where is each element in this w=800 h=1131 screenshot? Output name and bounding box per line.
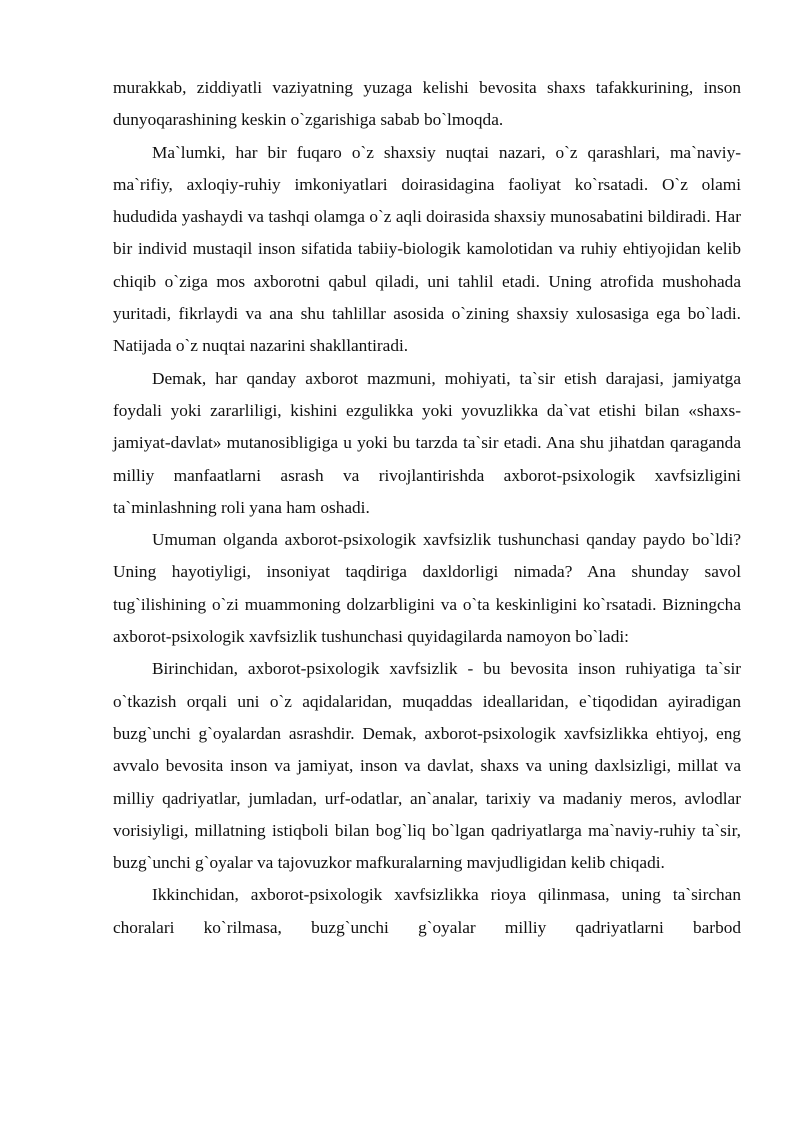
document-page — [113, 72, 741, 944]
paragraph-continuation: murakkab, ziddiyatli vaziyatning yuzaga kelishi bevosita shaxs tafakkurining, inson dunyoqarashining keskin o`zgarishiga sabab bo`lmoqda. — [113, 78, 741, 130]
paragraph-demak: Demak, har qanday axborot mazmuni, mohiyati, ta`sir etish darajasi, jamiyatga foydali yoki zararliligi, kishini ezgulikka yoki yovuzlikka da`vat etishi bilan «shaxs-jamiyat-davlat» mutanosibligiga u yoki bu tarzda ta`sir etadi. Ana shu jihatdan qaraganda milliy manfaatlarni asrash va rivojlantirishda axborot-psixologik xavfsizligini ta`minlashning roli yana ham oshadi. — [113, 368, 741, 517]
paragraph-umuman: Umuman olganda axborot-psixologik xavfsizlik tushunchasi qanday paydo bo`ldi? Uning hayotiyligi, insoniyat taqdiriga daxldorligi nimada? Ana shunday savol tug`ilishining o`zi muammoning dolzarbligini va o`ta keskinligini ko`rsatadi. Bizningcha axborot-psixologik xavfsizlik tushunchasi quyidagilarda namoyon bo`ladi: — [113, 530, 741, 647]
paragraph-birinchidan: Birinchidan, axborot-psixologik xavfsizlik - bu bevosita inson ruhiyatiga ta`sir o`tkazish orqali uni o`z aqidalaridan, muqaddas ideallaridan, e`tiqodidan ayiradigan buzg`unchi g`oyalardan asrashdir. Demak, axborot-psixologik xavfsizlikka ehtiyoj, eng avvalo bevosita inson va jamiyat, inson va davlat, shaxs va uning daxlsizligi, millat va milliy qadriyatlar, jumladan, urf-odatlar, an`analar, tarixiy va madaniy meros, avlodlar vorisiyligi, millatning istiqboli bilan bog`liq bo`lgan qadriyatlarga ma`naviy-ruhiy ta`sir, buzg`unchi g`oyalar va tajovuzkor mafkuralarning mavjudligidan kelib chiqadi. — [113, 659, 741, 873]
paragraph-ikkinchidan: Ikkinchidan, axborot-psixologik xavfsizlikka rioya qilinmasa, uning ta`sirchan choralari ko`rilmasa, buzg`unchi g`oyalar milliy qadriyatlarni barbod — [113, 885, 741, 937]
paragraph-malumki: Ma`lumki, har bir fuqaro o`z shaxsiy nuqtai nazari, o`z qarashlari, ma`naviy-ma`rifiy, axloqiy-ruhiy imkoniyatlari doirasidagina faoliyat ko`rsatadi. O`z olami hududida yashaydi va tashqi olamga o`z aqli doirasida shaxsiy munosabatini bildiradi. Har bir individ mustaqil inson sifatida tabiiy-biologik kamolotidan va ruhiy ehtiyojidan kelib chiqib o`ziga mos axborotni qabul qiladi, uni tahlil etadi. Uning atrofida mushohada yuritadi, fikrlaydi va ana shu tahlillar asosida o`zining shaxsiy xulosasiga ega bo`ladi. Natijada o`z nuqtai nazarini shakllantiradi. — [113, 142, 741, 356]
